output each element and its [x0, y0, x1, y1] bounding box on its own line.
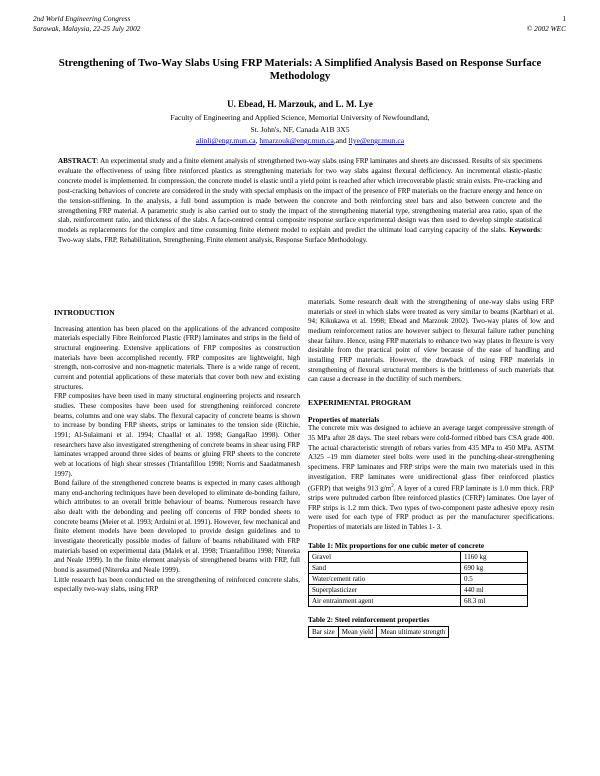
affiliation-line-1: Faculty of Engineering and Applied Science, Memorial University of Newfoundland,	[170, 113, 430, 122]
table-cell-item: Superplasticizer	[309, 585, 461, 596]
materials-text-b: . A layer of a cured FRP laminate is 1.0 mm thick. FRP strips were pultruded carbon fibre reinforced plastics (CFRP) laminates. One layer of FRP strips is 1.2 mm thick. Two types of two-component paste adhesive epoxy resin were used for each type of FRP product as per the manufacturer specifications. Properties of materials are listed in Tables 1- 3.	[308, 484, 554, 532]
superscript-2: 2	[391, 484, 394, 490]
email-list: alinli@engr.mun.ca, hmarzouk@engr.mun.ca,and llye@engr.mun.ca	[195, 136, 405, 145]
email-link-1[interactable]: alinli@engr.mun.ca	[195, 136, 256, 145]
right-column	[308, 298, 554, 638]
table-header-row	[309, 627, 449, 638]
conference-name: 2nd World Engineering Congress	[33, 14, 131, 23]
abstract-label: ABSTRACT	[58, 157, 97, 165]
intro-continuation-paragraph: materials. Some research dealt with the strengthening of one-way slabs using FRP materials or steel in which slabs were treated as very similar to beams (Karbhari et al. 94; Kikukawa et al. 1998; Ebead and Marzouk 2002). Two-way plates of low and medium reinforcement ratios are however subject to flexural failure rather punching shear failure. Hence, using FRP materials to enhance two way plates in flexure is very desirable from the practical point of view because of the ease of handling and installing FRP materials. However, the drawback of using FRP materials in strengthening of flexural structural members is the brittleness of such materials that can cause a decrease in the ductility of such members.	[308, 298, 554, 384]
table-header-cell: Bar size	[309, 627, 339, 638]
keywords-text: : Two-way slabs, FRP, Rehabilitation, Strengthening, Finite element analysis, Response Surface Methodology.	[58, 226, 542, 245]
table-1-caption: Table 1: Mix proportions for one cubic meter of concrete	[308, 540, 485, 550]
table-header-cell: Mean yield	[338, 627, 377, 638]
table-cell-item: Gravel	[309, 552, 461, 563]
left-column	[54, 298, 300, 595]
table-cell-item: Water/cement ratio	[309, 574, 461, 585]
intro-paragraph-2: FRP composites have been used in many structural engineering projects and research studies. These composites have been used for strengthening reinforced concrete beams, columns and one way slabs. The flexural capacity of concrete beams is shown to increase by bonding FRP sheets, strips or laminates to the tension side (Ritchie, 1991; Al-Sulaimani et al. 1994; Chaallal et al. 1998; GangaRao 1998). Other researchers have also investigated strengthening of concrete beams in shear using FRP laminates wrapped around three sides of beams or gluing FRP sheets to the concrete web at locations of high shear stresses (Triantafillou 1998; Norris and Saadatmanesh 1997).	[54, 392, 300, 478]
paper-title: Strengthening of Two-Way Slabs Using FRP Materials: A Simplified Analysis Based on Response Surface Methodology	[58, 57, 542, 82]
author-list: U. Ebead, H. Marzouk, and L. M. Lye	[227, 99, 373, 109]
affiliation-line-2: St. John's, NF, Canada A1B 3X5	[250, 124, 350, 134]
subsection-heading-materials: Properties of materials	[308, 414, 380, 424]
affiliation	[40, 112, 560, 147]
email-link-3[interactable]: llye@engr.mun.ca	[348, 136, 405, 145]
abstract-text: : An experimental study and a finite element analysis of strengthened two-way slabs using FRP laminates and sheets are discussed. Results of six specimens evaluate the effectiveness of using fibre reinforced plastics as strengthening materials for two way slabs against flexural defficiency. An incremental elastic-plastic concrete model is implemented. In compression, the concrete model is elastic until a yield point is reached after which irrecoverable plastic strain exists. Pre-cracking and post-cracking behaviors of concrete are considered in the study with special emphasis on the impact of the presence of FRP materials on the fracture energy and hence on the tension-stiffening. In the analysis, a full bond assumption is made between the concrete and both reinforcing steel bars and also between concrete and the strengthening FRP material. A parametric study is also carried out to study the impact of the strengthening material type, strengthening material area ratio, span of the slab, reinforcement ratio, and thickness of the slabs. A face-centred central composite response surface experimental design was then used to develop simple statistical models as replacements for the complex and time consuming finite element model to explain and predict the ultimate load carrying capacity of the slabs.	[58, 157, 542, 235]
table-2-steel-properties	[308, 626, 449, 638]
running-header-right	[527, 14, 566, 33]
intro-paragraph-4: Little research has been conducted on the strengthening of reinforced concrete slabs, especially two-way slabs, using FRP	[54, 575, 300, 594]
table-row	[309, 574, 528, 585]
copyright: © 2002 WEC	[526, 23, 566, 33]
section-heading-experimental: EXPERIMENTAL PROGRAM	[308, 397, 412, 407]
table-row	[309, 585, 528, 596]
table-row	[309, 563, 528, 574]
table-cell-value: 440 ml	[461, 585, 528, 596]
table-cell-value: 1160 kg	[461, 552, 528, 563]
intro-paragraph-3: Bond failure of the strengthened concrete beams is expected in many cases although many end-anchoring techniques have been developed to eliminate de-bonding failure, which attributes to an overall brittle behaviour of beams. Numerous research have also dealt with the debonding and peeling off concerns of FRP bonded sheets to concrete beams (Meier et al. 1993; Arduini et al. 1991). However, few mechanical and finite element models have been developed to provide design guidelines and to investigate theoretically possible modes of failure of beams rehabilitated with FRP materials based on experimental data (Malek et al. 1998; Triantafillou 1998; Nitereka and Neale 1999). In the finite element analysis of strengthened beams with FRP, full bond is assumed (Nitereka and Neale 1999).	[54, 479, 300, 575]
running-header-left	[33, 14, 140, 33]
materials-paragraph	[308, 424, 554, 533]
table-cell-item: Sand	[309, 563, 461, 574]
page-number: 1	[562, 14, 566, 23]
conference-location-date: Sarawak, Malaysia, 22-25 July 2002	[33, 23, 141, 33]
intro-paragraph-1: Increasing attention has been placed on the applications of the advanced composite materials especially Fibre Reinforced Plastic (FRP) laminates and strips in the field of structural engineering. Extensive applications of FRP composites as construction materials have been accomplished recently. FRP composites are lightweight, high strength, non-corrosive and non-magnetic materials. There is a wide range of recent, current and potential applications of these materials that cover both new and existing structures.	[54, 324, 300, 391]
table-header-cell: Mean ultimate strength	[377, 627, 449, 638]
table-2-caption: Table 2: Steel reinforcement properties	[308, 615, 430, 625]
materials-text-a: The concrete mix was designed to achieve an average target compressive strength of 35 MPa after 28 days. The steel rebars were cold-formed ribbed bars CSA grade 400. The actual characteristic strength of rebars varies from 435 MPa to 450 MPa. ASTM A325 –19 mm diameter steel bolts were used in the punching-shear-strengthening specimens. FRP laminates and FRP strips were the main two materials used in this investigation. FRP laminates were unidirectional glass fiber reinforced plastics (GFRP) that weighs 913 g/m	[308, 424, 554, 493]
table-cell-item: Air entrainment agent	[309, 596, 461, 607]
email-link-2[interactable]: hmarzouk@engr.mun.ca	[259, 136, 334, 145]
abstract	[58, 157, 542, 246]
table-cell-value: 68.3 ml	[461, 596, 528, 607]
table-row	[309, 552, 528, 563]
table-1-mix-proportions	[308, 551, 528, 607]
table-cell-value: 690 kg	[461, 563, 528, 574]
section-heading-introduction: INTRODUCTION	[54, 308, 115, 317]
table-row	[309, 596, 528, 607]
keywords-label: Keywords	[509, 226, 541, 235]
table-cell-value: 0.5	[461, 574, 528, 585]
